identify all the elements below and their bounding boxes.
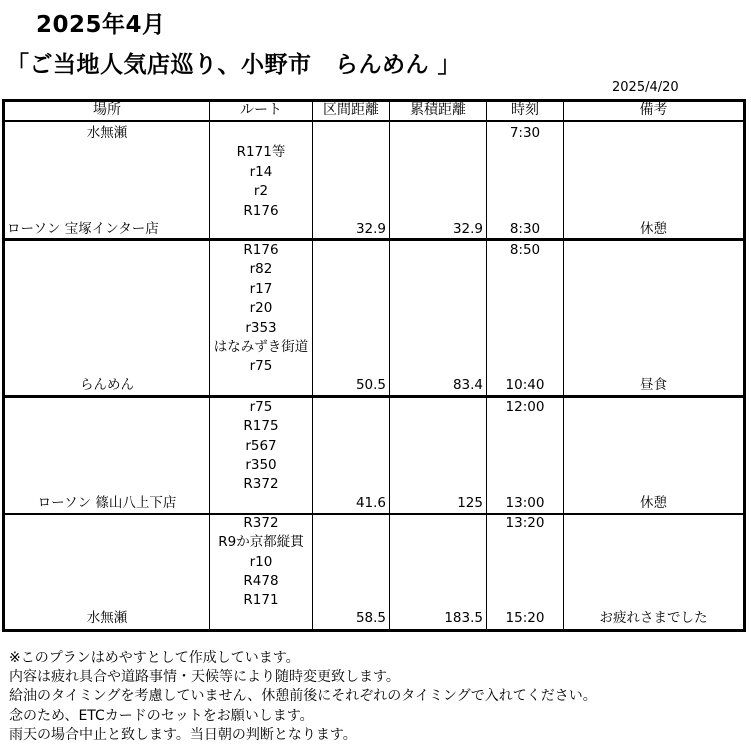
route-item: R176 bbox=[243, 242, 279, 258]
route-item: R176 bbox=[243, 203, 279, 219]
total-distance: 183.5 bbox=[444, 610, 483, 626]
start-time: 13:20 bbox=[505, 515, 545, 531]
title-line-1: 2025年4月 bbox=[36, 12, 166, 38]
section-distance: 58.5 bbox=[355, 610, 386, 626]
header-total-distance: 累積距離 bbox=[410, 102, 466, 118]
route-item: r17 bbox=[249, 281, 273, 297]
end-place: らんめん bbox=[80, 377, 134, 393]
route-item: r20 bbox=[249, 300, 273, 316]
start-time: 7:30 bbox=[509, 125, 541, 141]
end-time: 13:00 bbox=[505, 495, 545, 511]
header-remarks: 備考 bbox=[639, 102, 668, 118]
header-route: ルート bbox=[240, 102, 282, 118]
route-item: R9か京都縦貫 bbox=[218, 534, 304, 550]
route-item: r75 bbox=[249, 399, 273, 415]
remark: 休憩 bbox=[640, 495, 667, 511]
remark: 昼食 bbox=[640, 377, 667, 393]
route-item: r82 bbox=[249, 261, 273, 277]
note-line: 念のため、ETCカードのセットをお願いします。 bbox=[9, 708, 314, 724]
route-item: r2 bbox=[253, 183, 269, 199]
title-line-2: 「ご当地人気店巡り、小野市 らんめん 」 bbox=[6, 52, 462, 78]
end-place: ローソン 宝塚インター店 bbox=[7, 221, 159, 237]
route-item: r567 bbox=[245, 438, 277, 454]
note-line: 内容は疲れ具合や道路事情・天候等により随時変更致します。 bbox=[9, 669, 400, 685]
route-item: r14 bbox=[249, 164, 273, 180]
total-distance: 83.4 bbox=[452, 377, 483, 393]
section-distance: 32.9 bbox=[355, 221, 386, 237]
end-place: ローソン 篠山八上下店 bbox=[37, 495, 177, 511]
route-item: r10 bbox=[249, 554, 273, 570]
start-time: 12:00 bbox=[505, 399, 545, 415]
route-item: r353 bbox=[245, 320, 277, 336]
end-place: 水無瀬 bbox=[86, 610, 128, 626]
route-item: R171等 bbox=[236, 144, 286, 160]
remark: お疲れさまでした bbox=[599, 610, 708, 626]
total-distance: 32.9 bbox=[452, 221, 483, 237]
end-time: 10:40 bbox=[505, 377, 545, 393]
note-line: 給油のタイミングを考慮していません、休憩前後にそれぞれのタイミングで入れてください。 bbox=[9, 688, 597, 704]
end-time: 15:20 bbox=[505, 610, 545, 626]
route-item: R372 bbox=[243, 515, 279, 531]
route-item: R171 bbox=[243, 592, 279, 608]
plan-date: 2025/4/20 bbox=[612, 80, 679, 95]
total-distance: 125 bbox=[457, 495, 483, 511]
header-section-distance: 区間距離 bbox=[323, 102, 379, 118]
section-distance: 41.6 bbox=[355, 495, 386, 511]
route-item: R478 bbox=[243, 573, 279, 589]
route-item: はなみずき街道 bbox=[213, 339, 309, 355]
remark: 休憩 bbox=[640, 221, 667, 237]
end-time: 8:30 bbox=[509, 221, 541, 237]
route-item: r350 bbox=[245, 457, 277, 473]
route-item: R175 bbox=[243, 418, 279, 434]
route-item: r75 bbox=[249, 358, 273, 374]
route-item: R372 bbox=[243, 476, 279, 492]
start-time: 8:50 bbox=[509, 242, 541, 258]
note-line: ※このプランはめやすとして作成しています。 bbox=[9, 650, 300, 666]
start-place: 水無瀬 bbox=[86, 125, 128, 141]
header-time: 時刻 bbox=[511, 102, 539, 118]
note-line: 雨天の場合中止と致します。当日朝の判断となります。 bbox=[9, 727, 357, 743]
header-place: 場所 bbox=[93, 102, 121, 118]
section-distance: 50.5 bbox=[355, 377, 386, 393]
